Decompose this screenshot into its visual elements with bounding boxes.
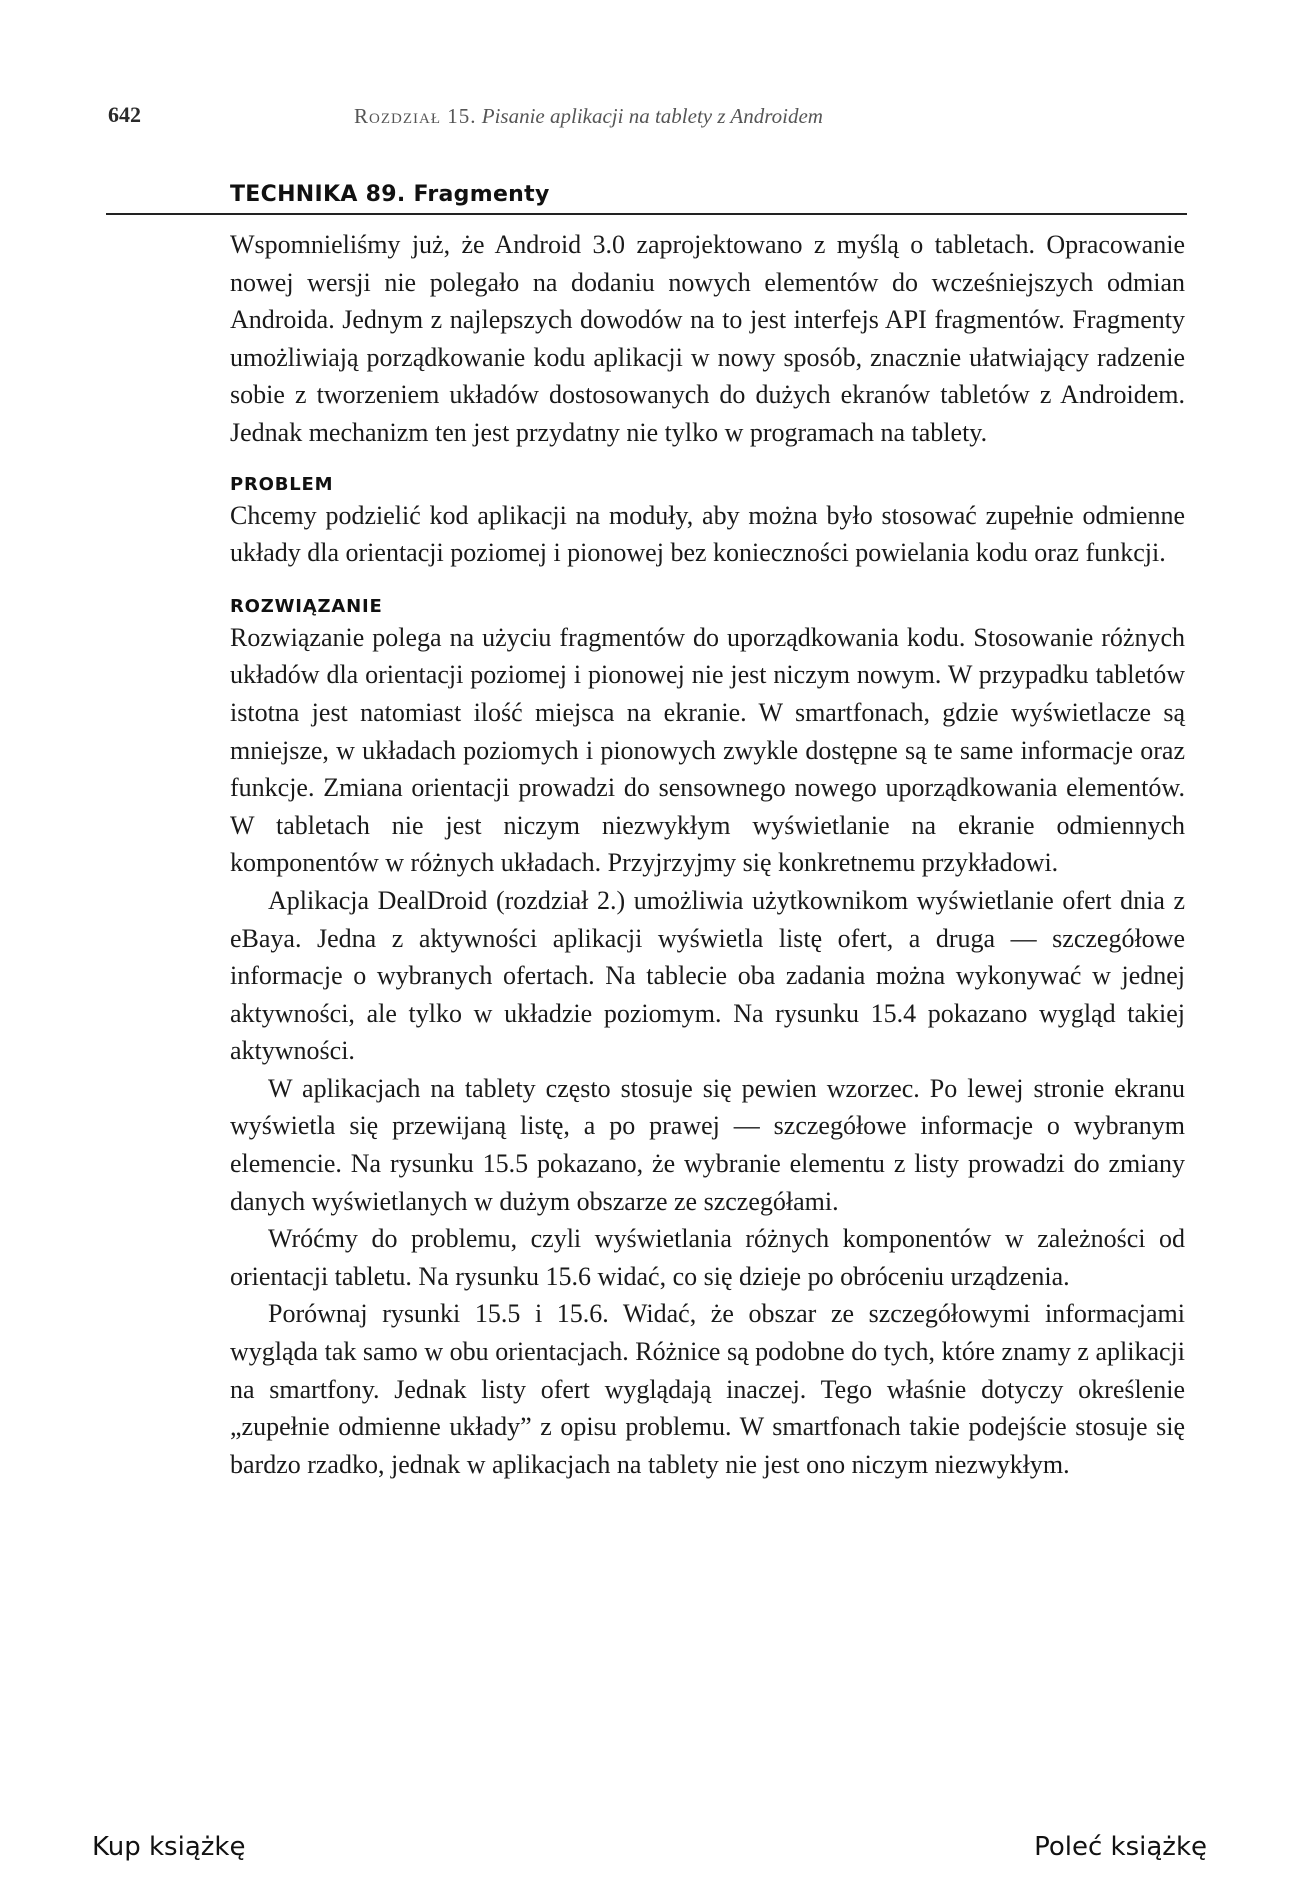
chapter-title: Pisanie aplikacji na tablety z Androidem xyxy=(481,104,823,128)
page-number: 642 xyxy=(108,102,141,127)
solution-heading: ROZWIĄZANIE xyxy=(230,595,383,617)
solution-paragraph: Porównaj rysunki 15.5 i 15.6. Widać, że obszar ze szczegółowymi informacjami wygląda tak samo w obu orientacjach. Różnice są podobne do tych, które znamy z aplikacji na smartfony. Jednak listy ofert wyglądają inaczej. Tego właśnie dotyczy określenie „zupełnie odmienne układy” z opisu problemu. W smartfonach takie podejście stosuje się bardzo rzadko, jednak w aplikacjach na tablety nie jest ono niczym niezwykłym. xyxy=(230,1299,1185,1479)
problem-heading: PROBLEM xyxy=(230,473,334,495)
running-head xyxy=(354,104,823,129)
chapter-label: Rozdział 15. xyxy=(354,104,477,128)
buy-book-link[interactable]: Kup książkę xyxy=(92,1832,246,1862)
heading-rule xyxy=(106,213,1187,215)
solution-paragraph: Rozwiązanie polega na użyciu fragmentów do uporządkowania kodu. Stosowanie różnych układów dla orientacji poziomej i pionowej nie jest niczym nowym. W przypadku tabletów istotna jest natomiast ilość miejsca na ekranie. W smartfonach, gdzie wyświetlacze są mniejsze, w układach poziomych i pionowych zwykle dostępne są te same informacje oraz funkcje. Zmiana orientacji prowadzi do sensownego nowego uporządkowania elementów. W tabletach nie jest niczym niezwykłym wyświetlanie na ekranie odmiennych komponentów w różnych układach. Przyjrzyjmy się konkretnemu przykładowi. xyxy=(230,622,1185,878)
problem-paragraph: Chcemy podzielić kod aplikacji na moduły, aby można było stosować zupełnie odmienne układy dla orientacji poziomej i pionowej bez konieczności powielania kodu oraz funkcji. xyxy=(230,500,1185,568)
intro-paragraph: Wspomnieliśmy już, że Android 3.0 zaprojektowano z myślą o tabletach. Opracowanie nowej wersji nie polegało na dodaniu nowych elementów do wcześniejszych odmian Androida. Jednym z najlepszych dowodów na to jest interfejs API fragmentów. Fragmenty umożliwiają porządkowanie kodu aplikacji w nowy sposób, znacznie ułatwiający radzenie sobie z tworzeniem układów dostosowanych do dużych ekranów tabletów z Androidem. Jednak mechanizm ten jest przydatny nie tylko w programach na tablety. xyxy=(230,230,1185,447)
solution-paragraph: Aplikacja DealDroid (rozdział 2.) umożliwia użytkownikom wyświetlanie ofert dnia z eBaya. Jedna z aktywności aplikacji wyświetla listę ofert, a druga — szczegółowe informacje o wybranych ofertach. Na tablecie oba zadania można wykonywać w jednej aktywności, ale tylko w układzie poziomym. Na rysunku 15.4 pokazano wygląd takiej aktywności. xyxy=(230,885,1185,1066)
solution-paragraph: W aplikacjach na tablety często stosuje się pewien wzorzec. Po lewej stronie ekranu wyświetla się przewijaną listę, a po prawej — szczegółowe informacje o wybranym elemencie. Na rysunku 15.5 pokazano, że wybranie elementu z listy prowadzi do zmiany danych wyświetlanych w dużym obszarze ze szczegółami. xyxy=(230,1073,1185,1216)
solution-paragraph: Wróćmy do problemu, czyli wyświetlania różnych komponentów w zależności od orientacji tabletu. Na rysunku 15.6 widać, co się dzieje po obróceniu urządzenia. xyxy=(230,1224,1185,1291)
recommend-book-link[interactable]: Poleć książkę xyxy=(1034,1832,1207,1862)
section-heading: TECHNIKA 89. Fragmenty xyxy=(230,182,550,207)
main-content xyxy=(230,226,1185,1483)
